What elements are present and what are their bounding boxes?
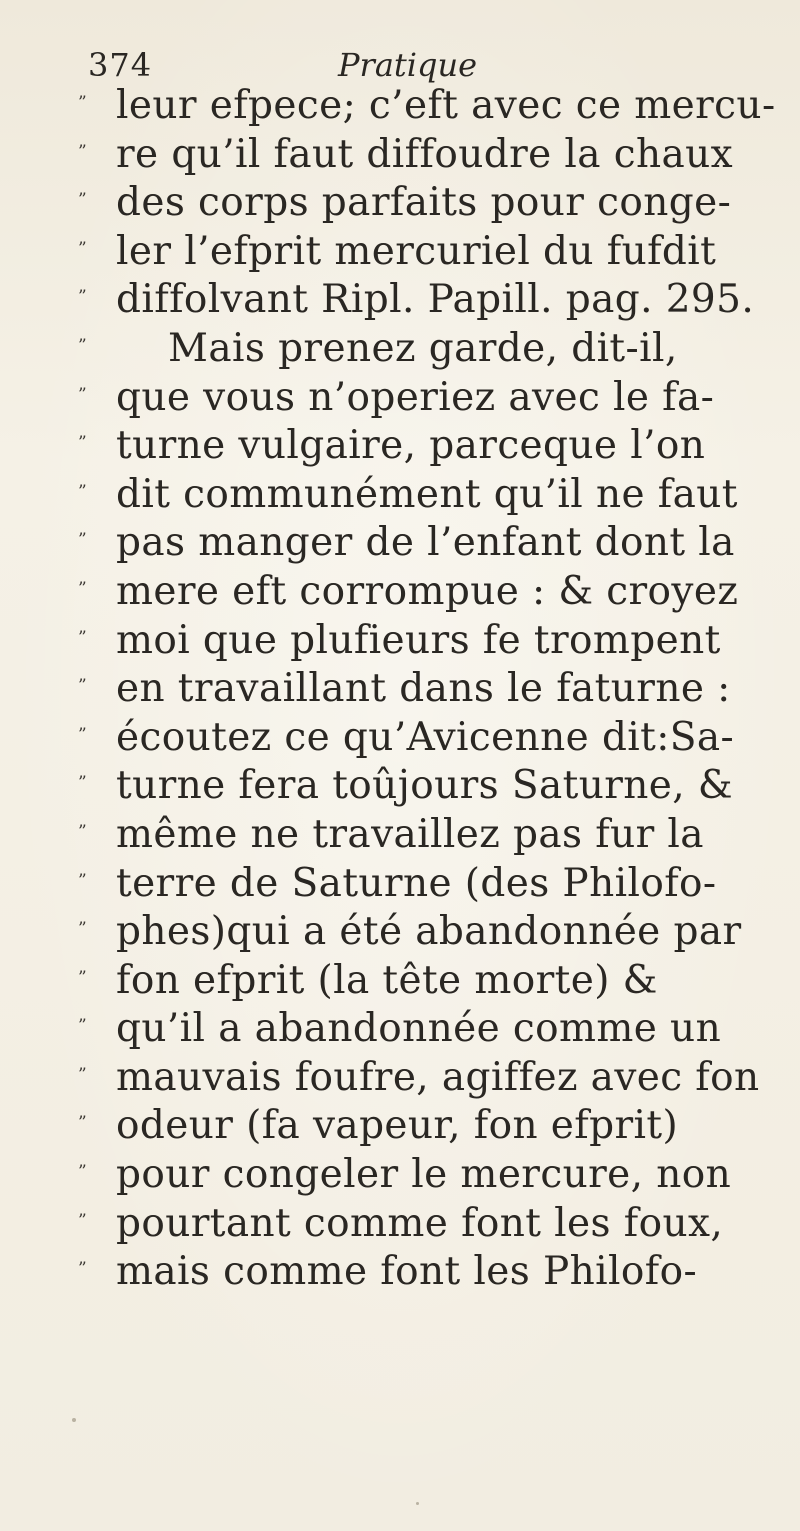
text-line xyxy=(62,179,762,228)
quote-mark: ” xyxy=(78,1016,87,1037)
quote-mark: ” xyxy=(78,870,87,891)
text-line xyxy=(62,1248,762,1297)
quote-mark: ” xyxy=(78,724,87,745)
text-line xyxy=(62,1054,762,1103)
text-line xyxy=(62,1005,762,1054)
text-line xyxy=(62,617,762,666)
line-text: diffolvant Ripl. Papill. pag. 295. xyxy=(116,277,755,323)
line-text: leur efpece; c’eft avec ce mercu- xyxy=(116,83,776,128)
line-text: même ne travaillez pas fur la xyxy=(116,811,704,857)
text-line xyxy=(62,957,762,1006)
quote-mark: ” xyxy=(78,627,87,648)
quote-mark: ” xyxy=(78,287,87,308)
line-text: odeur (fa vapeur, fon efprit) xyxy=(116,1103,679,1149)
quote-mark: ” xyxy=(78,530,87,551)
text-line xyxy=(62,374,762,423)
text-line xyxy=(62,1200,762,1249)
line-text: qu’il a abandonnée comme un xyxy=(116,1006,722,1052)
line-text: des corps parfaits pour conge- xyxy=(116,180,732,226)
text-line xyxy=(62,665,762,714)
text-line xyxy=(62,908,762,957)
quote-mark: ” xyxy=(78,578,87,599)
line-text: phes)qui a été abandonnée par xyxy=(116,909,742,955)
text-line xyxy=(62,762,762,811)
text-line xyxy=(62,131,762,180)
quote-mark: ” xyxy=(78,238,87,259)
line-text: mais comme font les Philofo- xyxy=(116,1249,698,1295)
line-text: pour congeler le mercure, non xyxy=(116,1152,732,1198)
page-number: 374 xyxy=(88,46,153,84)
running-head: Pratique xyxy=(338,46,478,84)
quote-mark: ” xyxy=(78,1113,87,1134)
quote-mark: ” xyxy=(78,141,87,162)
paper-speck xyxy=(72,1418,76,1422)
line-text: écoutez ce qu’Avicenne dit:Sa- xyxy=(116,714,735,760)
text-line xyxy=(62,811,762,860)
line-text: moi que plufieurs fe trompent xyxy=(116,617,721,663)
quote-mark: ” xyxy=(78,676,87,697)
quote-mark: ” xyxy=(78,190,87,211)
line-text: pourtant comme font les foux, xyxy=(116,1200,724,1246)
line-text: Mais prenez garde, dit-il, xyxy=(168,325,678,371)
paper-speck xyxy=(416,1502,419,1505)
page-body-text xyxy=(62,82,776,1297)
line-text: fon efprit (la tête morte) & xyxy=(116,957,658,1003)
text-line xyxy=(62,471,762,520)
text-line xyxy=(62,276,762,325)
line-text: que vous n’operiez avec le fa- xyxy=(116,374,715,420)
quote-mark: ” xyxy=(78,384,87,405)
quote-mark: ” xyxy=(78,93,87,113)
line-text: pas manger de l’enfant dont la xyxy=(116,520,735,566)
line-text: terre de Saturne (des Philofo- xyxy=(116,860,717,906)
text-line xyxy=(62,714,762,763)
quote-mark: ” xyxy=(78,433,87,454)
text-line xyxy=(62,422,762,471)
text-line xyxy=(62,325,762,374)
quote-mark: ” xyxy=(78,481,87,502)
line-text: ler l’efprit mercuriel du fufdit xyxy=(116,228,717,274)
line-text: re qu’il faut diffoudre la chaux xyxy=(116,131,734,177)
line-text: en travaillant dans le faturne : xyxy=(116,666,731,712)
text-line xyxy=(62,860,762,909)
quote-mark: ” xyxy=(78,773,87,794)
text-line xyxy=(62,568,762,617)
text-line xyxy=(62,228,762,277)
text-line xyxy=(62,1102,762,1151)
quote-mark: ” xyxy=(78,335,87,356)
text-line xyxy=(62,519,762,568)
line-text: turne fera toûjours Saturne, & xyxy=(116,763,733,809)
line-text: mauvais foufre, agiffez avec fon xyxy=(116,1054,760,1100)
quote-mark: ” xyxy=(78,919,87,940)
line-text: dit communément qu’il ne faut xyxy=(116,471,738,517)
quote-mark: ” xyxy=(78,1162,87,1183)
line-text: mere eft corrompue : & croyez xyxy=(116,568,739,614)
quote-mark: ” xyxy=(78,1259,87,1280)
quote-mark: ” xyxy=(78,967,87,988)
text-line xyxy=(62,1151,762,1200)
quote-mark: ” xyxy=(78,1210,87,1231)
quote-mark: ” xyxy=(78,1064,87,1085)
line-text: turne vulgaire, parceque l’on xyxy=(116,423,706,469)
text-line xyxy=(62,82,776,131)
quote-mark: ” xyxy=(78,821,87,842)
